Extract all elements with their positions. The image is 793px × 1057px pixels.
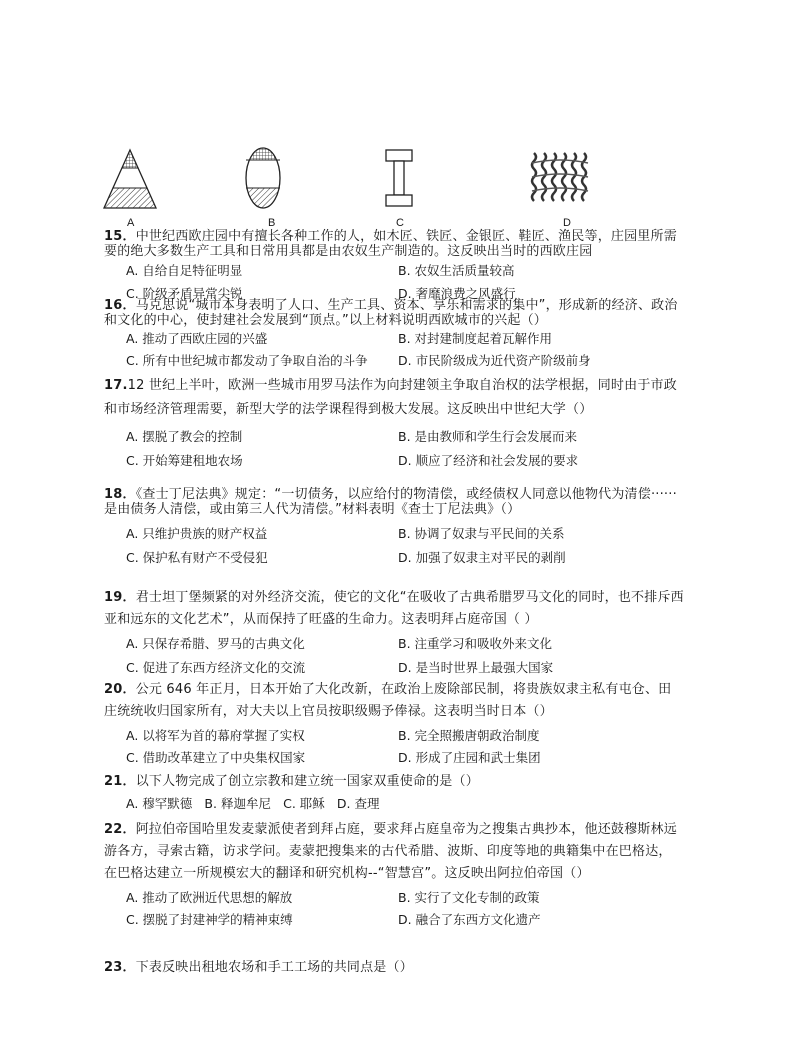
question-22 bbox=[104, 819, 684, 931]
question-number: 15． bbox=[104, 229, 136, 244]
question-stem: 以下人物完成了创立宗教和建立统一国家双重使命的是（） bbox=[135, 774, 479, 789]
question-16 bbox=[104, 298, 684, 372]
option-c[interactable]: C. 保护私有财产不受侵犯 bbox=[126, 550, 268, 565]
figure-row bbox=[0, 143, 793, 233]
question-21 bbox=[104, 771, 684, 816]
option-a[interactable]: A. 自给自足特征明显 bbox=[126, 263, 243, 278]
option-b[interactable]: B. 注重学习和吸收外来文化 bbox=[398, 636, 553, 651]
option-b[interactable]: B. 释迦牟尼 bbox=[204, 796, 271, 811]
question-20 bbox=[104, 679, 684, 769]
question-17 bbox=[104, 374, 684, 472]
question-stem: 阿拉伯帝国哈里发麦蒙派使者到拜占庭，要求拜占庭皇帝为之搜集古典抄本，他还鼓穆斯林远游各方，寻索古籍，访求学问。麦蒙把搜集来的古代希腊、波斯、印度等地的典籍集中在巴格达，在巴格达建立一所规模宏大的翻译和研究机构--“智慧宫”。这反映出阿拉伯帝国（） bbox=[104, 822, 677, 881]
option-d[interactable]: D. 形成了庄园和武士集团 bbox=[398, 750, 541, 765]
i-beam-dumbbell-icon bbox=[384, 148, 414, 208]
figure-label-c: C bbox=[396, 217, 404, 229]
option-d[interactable]: D. 是当时世界上最强大国家 bbox=[398, 660, 554, 675]
question-18 bbox=[104, 487, 684, 569]
option-b[interactable]: B. 对封建制度起着瓦解作用 bbox=[398, 331, 553, 346]
option-a[interactable]: A. 以将军为首的幕府掌握了实权 bbox=[126, 728, 305, 743]
figure-label-d: D bbox=[563, 217, 571, 229]
option-c[interactable]: C. 耶稣 bbox=[283, 796, 325, 811]
question-23 bbox=[104, 957, 684, 979]
oval-egg-icon bbox=[244, 146, 282, 210]
option-a[interactable]: A. 摆脱了教会的控制 bbox=[126, 429, 243, 444]
question-number: 16． bbox=[104, 298, 136, 313]
question-stem: 《查士丁尼法典》规定：“一切债务，以应给付的物清偿，或经债权人同意以他物代为清偿······是由债务人清偿，或由第三人代为清偿。”材料表明《查士丁尼法典》（） bbox=[104, 487, 677, 517]
figure-label-a: A bbox=[127, 217, 135, 229]
option-b[interactable]: B. 协调了奴隶与平民间的关系 bbox=[398, 526, 565, 541]
option-a[interactable]: A. 只维护贵族的财产权益 bbox=[126, 526, 268, 541]
option-c[interactable]: C. 所有中世纪城市都发动了争取自治的斗争 bbox=[126, 353, 368, 368]
question-number: 23． bbox=[104, 960, 136, 975]
option-c[interactable]: C. 摆脱了封建神学的精神束缚 bbox=[126, 912, 293, 927]
chain-mesh-icon bbox=[530, 149, 590, 205]
option-b[interactable]: B. 实行了文化专制的政策 bbox=[398, 890, 540, 905]
option-b[interactable]: B. 是由教师和学生行会发展而来 bbox=[398, 429, 578, 444]
option-a[interactable]: A. 推动了欧洲近代思想的解放 bbox=[126, 890, 293, 905]
question-number: 22． bbox=[104, 822, 136, 837]
question-number: 20． bbox=[104, 682, 136, 697]
option-c[interactable]: C. 开始筹建租地农场 bbox=[126, 453, 243, 468]
option-a[interactable]: A. 推动了西欧庄园的兴盛 bbox=[126, 331, 268, 346]
option-d[interactable]: D. 顺应了经济和社会发展的要求 bbox=[398, 453, 579, 468]
question-15 bbox=[104, 229, 684, 305]
question-stem: 君士坦丁堡频紧的对外经济交流，使它的文化“在吸收了古典希腊罗马文化的同时，也不排斥西亚和远东的文化艺术”，从而保持了旺盛的生命力。这表明拜占庭帝国（ ） bbox=[104, 590, 684, 627]
option-c[interactable]: C. 促进了东西方经济文化的交流 bbox=[126, 660, 306, 675]
question-number: 21． bbox=[104, 774, 136, 789]
option-b[interactable]: B. 完全照搬唐朝政治制度 bbox=[398, 728, 540, 743]
question-stem: 12 世纪上半叶，欧洲一些城市用罗马法作为向封建领主争取自治权的法学根据，同时由于市政和市场经济管理需要，新型大学的法学课程得到极大发展。这反映出中世纪大学（） bbox=[104, 378, 677, 417]
option-d[interactable]: D. 奢靡浪费之风盛行 bbox=[398, 286, 516, 301]
figure-label-b: B bbox=[268, 217, 276, 229]
option-d[interactable]: D. 融合了东西方文化遗产 bbox=[398, 912, 541, 927]
option-c[interactable]: C. 阶级矛盾异常尖锐 bbox=[126, 286, 243, 301]
option-a[interactable]: A. 穆罕默德 bbox=[126, 796, 193, 811]
option-c[interactable]: C. 借助改革建立了中央集权国家 bbox=[126, 750, 306, 765]
option-d[interactable]: D. 市民阶级成为近代资产阶级前身 bbox=[398, 353, 591, 368]
option-b[interactable]: B. 农奴生活质量较高 bbox=[398, 263, 515, 278]
question-number: 18． bbox=[104, 487, 136, 502]
question-stem: 下表反映出租地农场和手工工场的共同点是（） bbox=[135, 960, 413, 975]
option-d[interactable]: D. 查理 bbox=[336, 796, 380, 811]
question-stem: 中世纪西欧庄园中有擅长各种工作的人，如木匠、铁匠、金银匠、鞋匠、渔民等，庄园里所需要的绝大多数生产工具和日常用具都是由农奴生产制造的。这反映出当时的西欧庄园 bbox=[104, 229, 677, 259]
question-19 bbox=[104, 587, 684, 679]
option-a[interactable]: A. 只保存希腊、罗马的古典文化 bbox=[126, 636, 305, 651]
question-stem: 公元 646 年正月，日本开始了大化改新，在政治上废除部民制，将贵族奴隶主私有屯仓、田庄统统收归国家所有，对大夫以上官员按职级赐予俸禄。这表明当时日本（） bbox=[104, 682, 672, 719]
triangle-pyramid-icon bbox=[102, 148, 158, 210]
question-stem: 马克思说“城市本身表明了人口、生产工具、资本、享乐和需求的集中”，形成新的经济、政治和文化的中心，使封建社会发展到“顶点。”以上材料说明西欧城市的兴起（） bbox=[104, 298, 678, 328]
question-number: 19． bbox=[104, 590, 136, 605]
question-number: 17. bbox=[104, 378, 128, 393]
option-d[interactable]: D. 加强了奴隶主对平民的剥削 bbox=[398, 550, 566, 565]
